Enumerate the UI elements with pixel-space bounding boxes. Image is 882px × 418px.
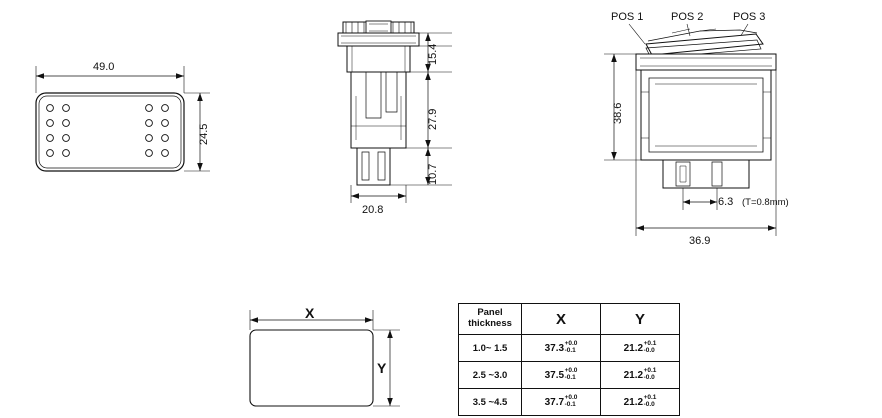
- cell-x-tol-minus: -0.1: [564, 347, 576, 354]
- side-view-top-label: 15.4: [427, 43, 439, 65]
- table-header-row: [459, 304, 680, 335]
- table-row: [459, 335, 680, 362]
- panel-cutout-geometry: [250, 310, 400, 406]
- side-view-width-label: 20.8: [362, 204, 384, 216]
- table-row: [459, 389, 680, 416]
- header-x: X: [522, 304, 601, 335]
- cell-y-tolerance: [644, 395, 657, 409]
- travel-view-width-label: 36.9: [689, 235, 711, 247]
- cell-thickness: 2.5 ~3.0: [459, 362, 522, 389]
- side-view-mid-label: 27.9: [427, 108, 439, 130]
- cell-y-value: [601, 389, 680, 416]
- cell-y-value: [601, 335, 680, 362]
- panel-thickness-table: [458, 303, 680, 416]
- cell-y-tol-minus: -0.0: [643, 347, 655, 354]
- cell-y-tol-minus: -0.0: [643, 401, 655, 408]
- cell-x-tolerance: [565, 395, 578, 409]
- cell-y-tol-plus: +0.1: [643, 340, 657, 348]
- pos-3-label: POS 3: [733, 11, 766, 23]
- front-view-geometry: [36, 66, 210, 171]
- cell-y-tolerance: [644, 368, 657, 382]
- cell-x-tolerance: [565, 341, 578, 355]
- cell-y-nominal: 21.2: [623, 396, 644, 408]
- cell-y-tol-plus: +0.1: [643, 394, 657, 402]
- header-y: Y: [601, 304, 680, 335]
- cell-x-tol-plus: +0.0: [564, 340, 578, 348]
- cell-y-nominal: 21.2: [623, 369, 644, 381]
- cell-y-tolerance: [644, 341, 657, 355]
- cell-x-tol-plus: +0.0: [564, 367, 578, 375]
- cell-x-nominal: 37.5: [544, 369, 565, 381]
- table-row: [459, 362, 680, 389]
- cell-thickness: 3.5 ~4.5: [459, 389, 522, 416]
- cell-x-value: [522, 362, 601, 389]
- cutout-x-label: X: [305, 305, 315, 321]
- cell-x-value: [522, 389, 601, 416]
- cell-x-nominal: 37.3: [544, 342, 565, 354]
- cell-y-tol-plus: +0.1: [643, 367, 657, 375]
- cell-y-nominal: 21.2: [623, 342, 644, 354]
- pos-2-label: POS 2: [671, 11, 704, 23]
- cell-x-nominal: 37.7: [544, 396, 565, 408]
- pos-1-label: POS 1: [611, 11, 644, 23]
- cutout-y-label: Y: [377, 360, 387, 376]
- cell-x-tolerance: [565, 368, 578, 382]
- header-panel-thickness-line1: Panel: [477, 307, 503, 319]
- terminal-pitch-label: 6.3: [718, 196, 734, 208]
- front-view-width-label: 49.0: [93, 61, 115, 73]
- cell-x-value: [522, 335, 601, 362]
- terminal-thickness-note: (T=0.8mm): [742, 197, 789, 208]
- header-panel-thickness-line2: thickness: [468, 318, 512, 329]
- cell-y-tol-minus: -0.0: [643, 374, 655, 381]
- cell-y-value: [601, 362, 680, 389]
- front-view-height-label: 24.5: [198, 123, 210, 145]
- side-view-bottom-label: 10.7: [427, 163, 439, 185]
- travel-view-height-label: 38.6: [612, 102, 624, 124]
- cell-x-tol-minus: -0.1: [564, 374, 576, 381]
- cell-x-tol-plus: +0.0: [564, 394, 578, 402]
- cell-x-tol-minus: -0.1: [564, 401, 576, 408]
- cell-thickness: 1.0~ 1.5: [459, 335, 522, 362]
- header-panel-thickness: [459, 304, 522, 335]
